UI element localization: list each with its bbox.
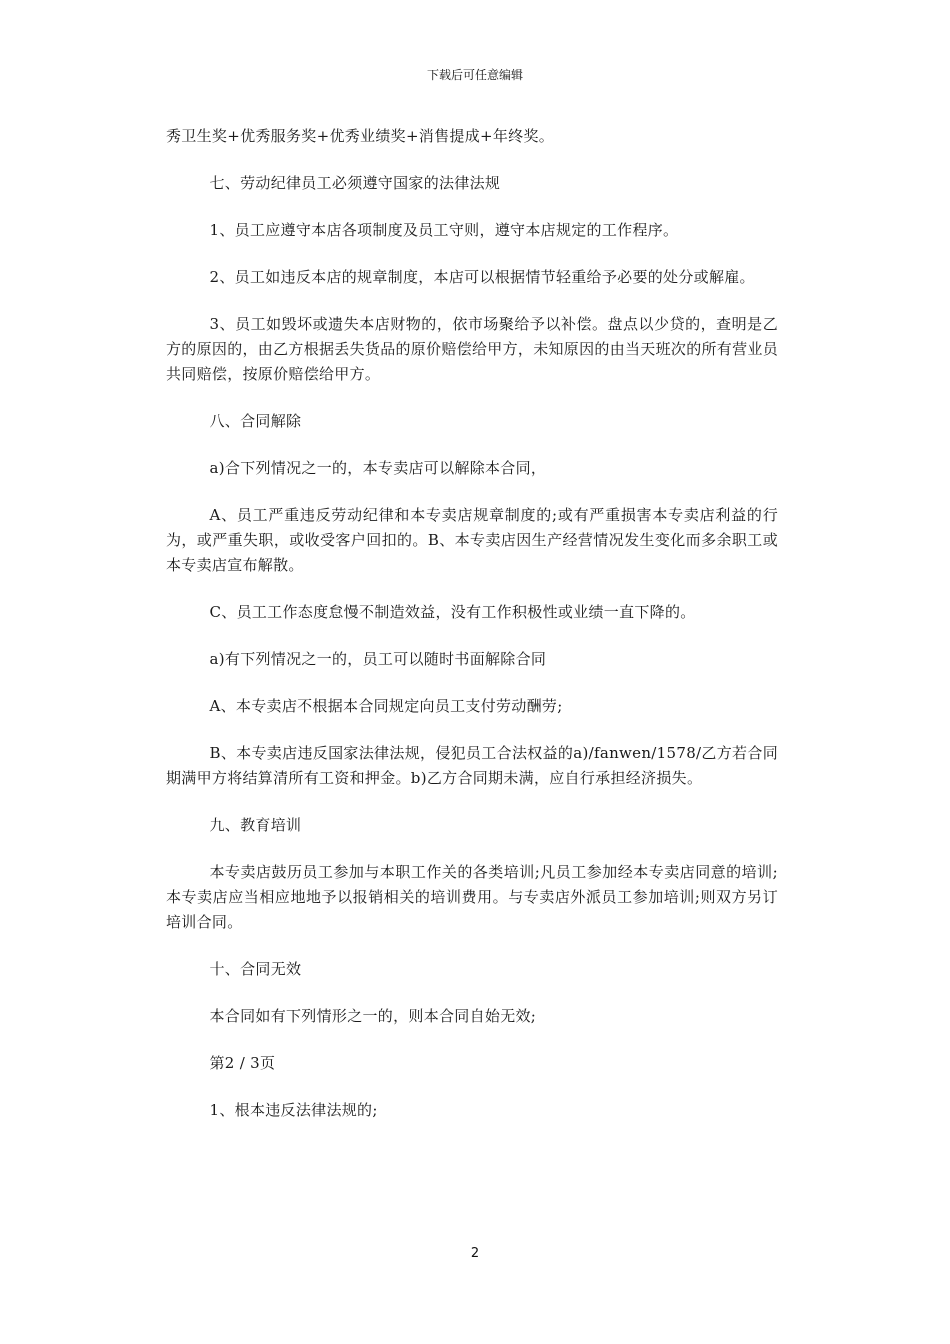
section-heading-labor-discipline: 七、劳动纪律员工必须遵守国家的法律法规	[209, 174, 501, 192]
page-header: 下载后可任意编辑	[426, 68, 523, 82]
page-number: 2	[470, 1246, 480, 1261]
paragraph: 1、根本违反法律法规的;	[209, 1101, 378, 1119]
paragraph: 本合同如有下列情形之一的，则本合同自始无效;	[209, 1007, 537, 1025]
paragraph: 1、员工应遵守本店各项制度及员工守则，遵守本店规定的工作程序。	[209, 221, 679, 239]
paragraph: 2、员工如违反本店的规章制度，本店可以根据情节轻重给予必要的处分或解雇。	[209, 268, 755, 286]
paragraph: A、本专卖店不根据本合同规定向员工支付劳动酬劳;	[209, 697, 563, 715]
paragraph: a)有下列情况之一的，员工可以随时书面解除合同	[209, 650, 547, 668]
paragraph: 秀卫生奖+优秀服务奖+优秀业绩奖+消售提成+年终奖。	[166, 127, 555, 145]
paragraph: 本专卖店鼓历员工参加与本职工作关的各类培训;凡员工参加经本专卖店同意的培训;本专卖店应当相应地地予以报销相关的培训费用。与专卖店外派员工参加培训;则双方另订培训合同。	[166, 863, 778, 931]
paragraph: A、员工严重违反劳动纪律和本专卖店规章制度的;或有严重损害本专卖店利益的行为，或严重失职，或收受客户回扣的。B、本专卖店因生产经营情况发生变化而多余职工或本专卖店宣布解散。	[166, 506, 778, 574]
paragraph: a)合下列情况之一的，本专卖店可以解除本合同，	[209, 459, 547, 477]
document-body	[166, 124, 778, 1145]
section-heading-contract-invalid: 十、合同无效	[209, 960, 302, 978]
paragraph: 3、员工如毁坏或遗失本店财物的，依市场聚给予以补偿。盘点以少贷的，查明是乙方的原因的，由乙方根据丢失货品的原价赔偿给甲方，未知原因的由当天班次的所有营业员共同赔偿，按原价赔偿给甲方。	[166, 315, 779, 383]
paragraph: C、员工工作态度怠慢不制造效益，没有工作积极性或业绩一直下降的。	[209, 603, 696, 621]
inline-page-marker: 第2 / 3页	[209, 1054, 276, 1072]
paragraph: B、本专卖店违反国家法律法规，侵犯员工合法权益的a)/fanwen/1578/乙方若合同期满甲方将结算清所有工资和押金。b)乙方合同期未满，应自行承担经济损失。	[166, 744, 778, 787]
section-heading-education-training: 九、教育培训	[209, 816, 302, 834]
section-heading-contract-termination: 八、合同解除	[209, 412, 302, 430]
